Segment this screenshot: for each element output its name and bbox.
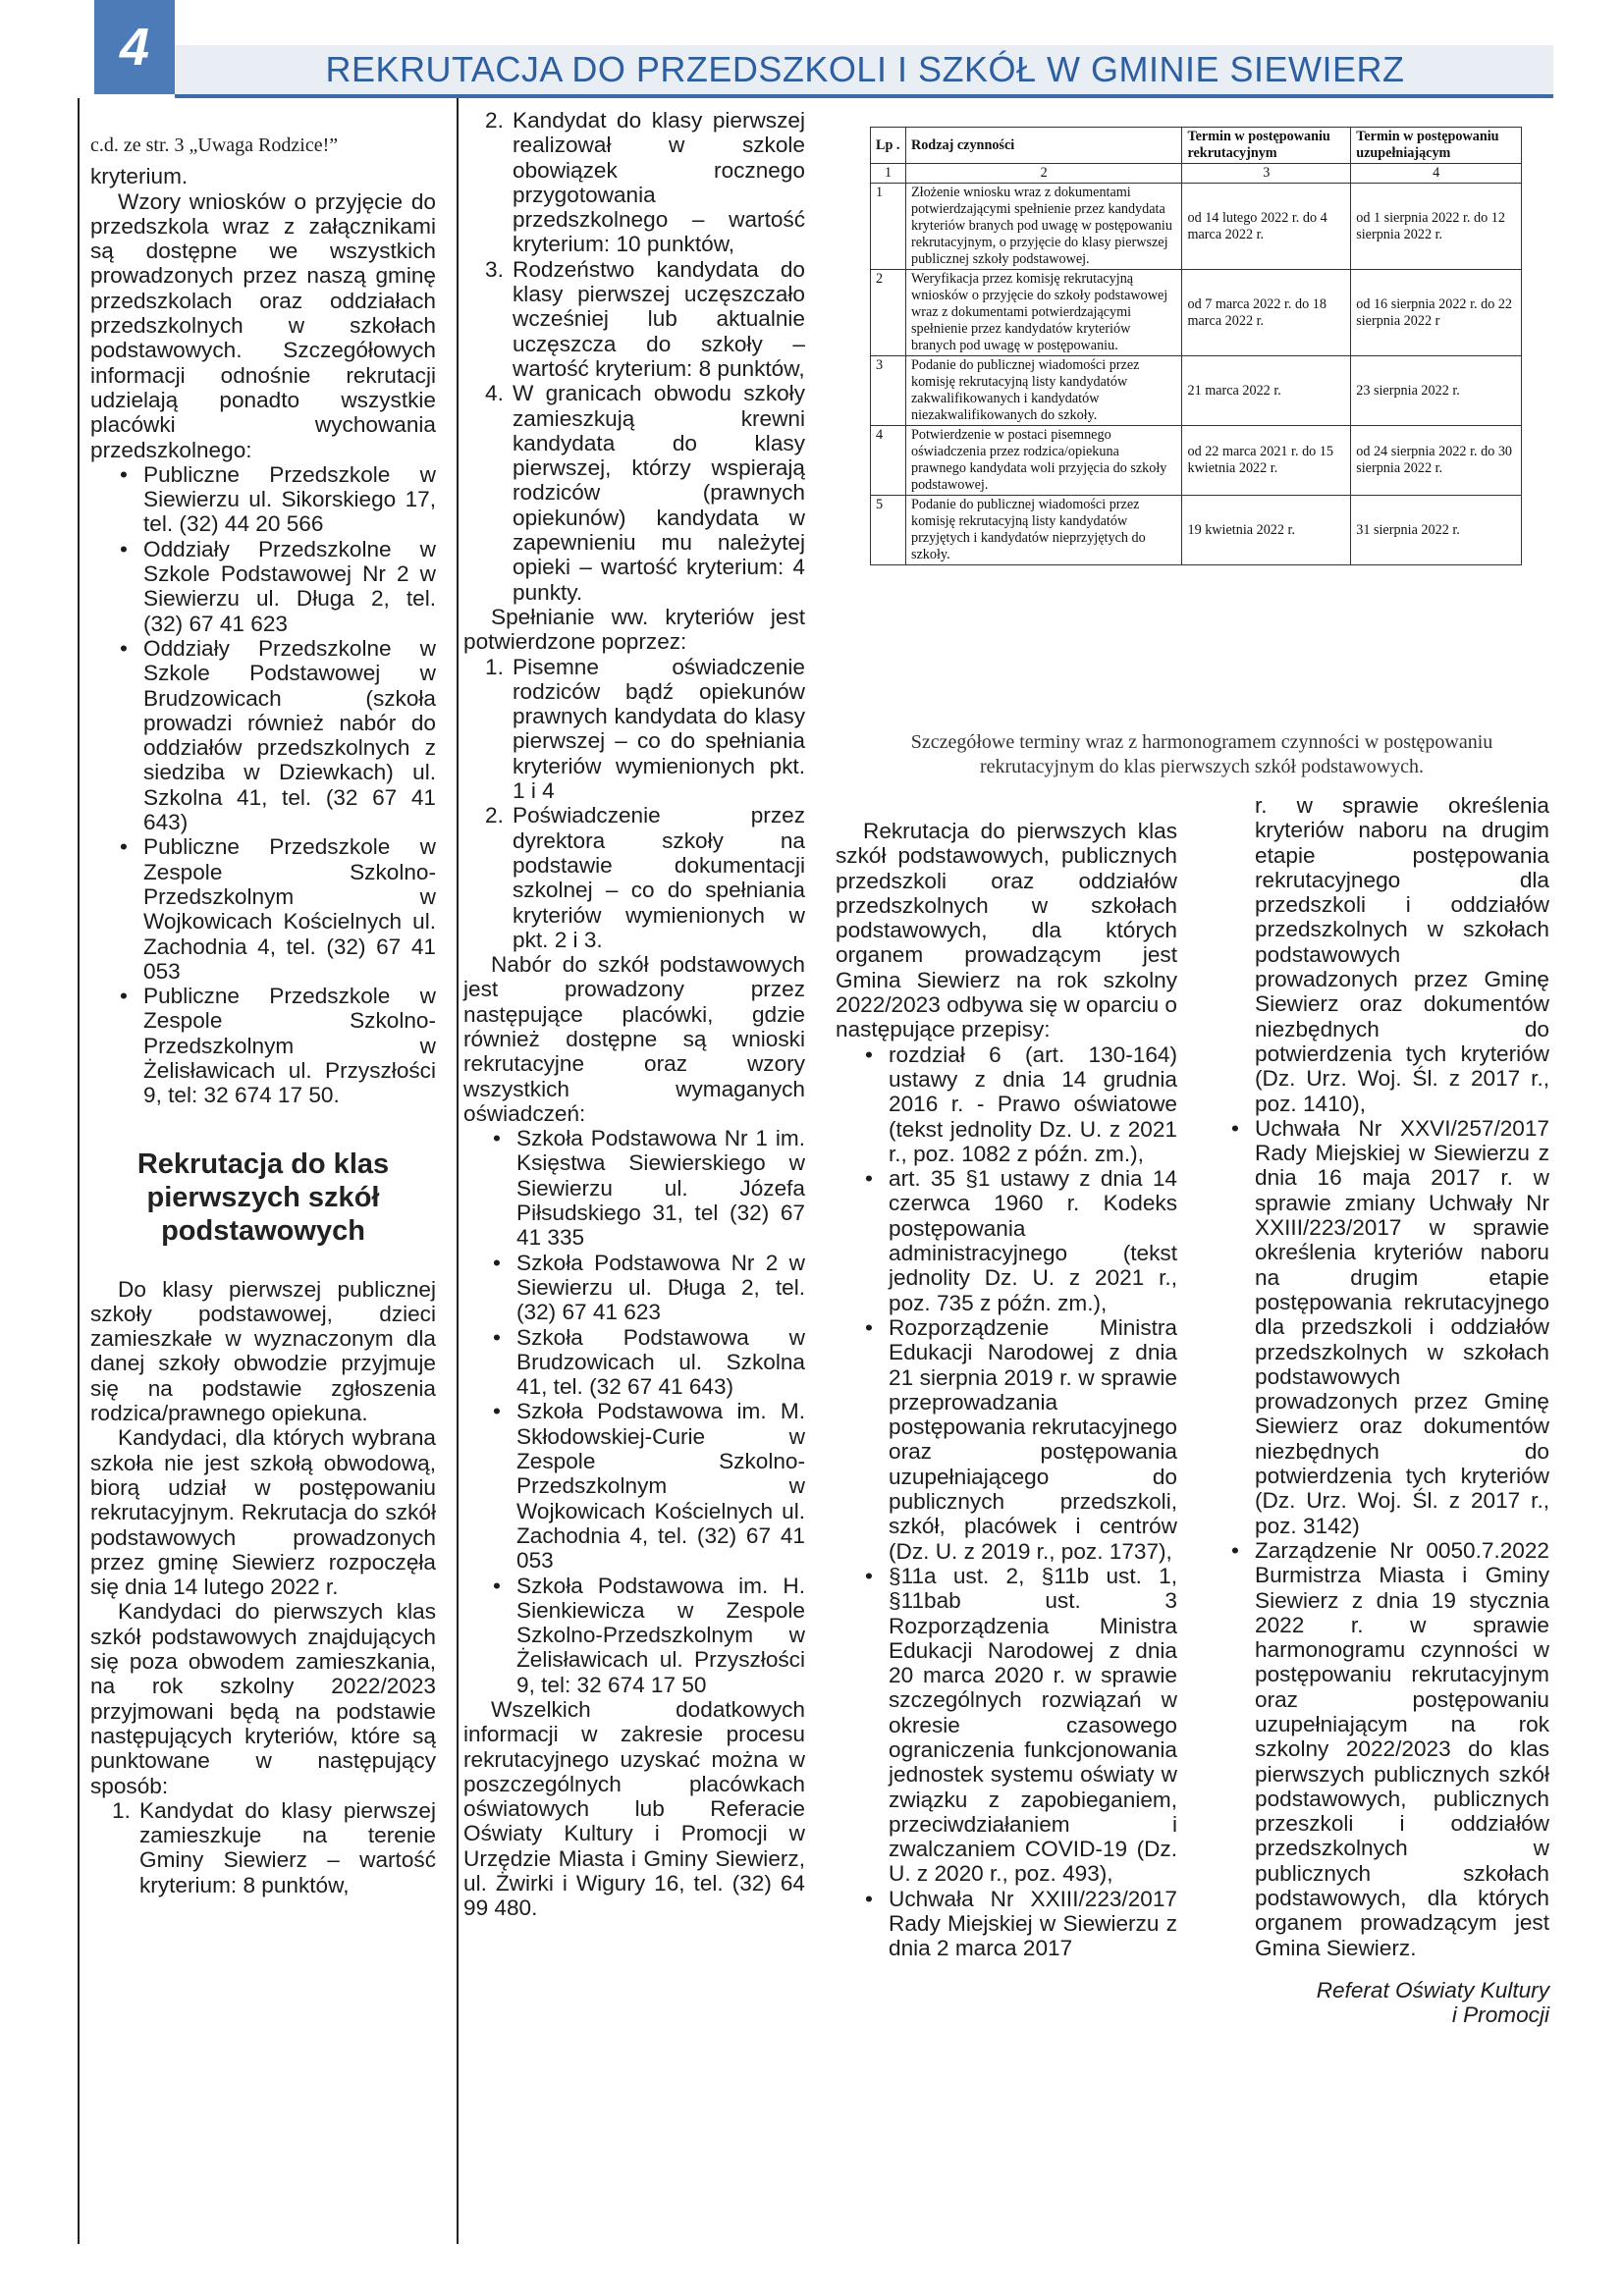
confirmation-list <box>463 655 805 953</box>
table-index-row <box>871 164 1522 184</box>
table-row <box>871 356 1522 426</box>
column-3 <box>836 819 1177 1961</box>
list-item: • Szkoła Podstawowa im. M. Skłodowskiej-Curie w Zespole Szkolno-Przedszkolnym w Wojkowicach Kościelnych ul. Zachodnia 4, tel. (32) 67 41 053 <box>516 1399 805 1573</box>
table-cell: od 16 sierpnia 2022 r. do 22 sierpnia 2022 r <box>1351 270 1522 356</box>
table-cell: 1 <box>871 164 906 184</box>
table-cell: 4 <box>1351 164 1522 184</box>
paragraph: Wzory wniosków o przyjęcie do przedszkola wraz z załącznikami są dostępne we wszystkich prowadzonych przez naszą gminę przedszkolach oraz oddziałach przedszkolnych w szkołach podstawowych. Szczegółowych informacji odnośnie rekrutacji udzielają ponadto wszystkie placówki wychowania przedszkolnego: <box>90 188 436 462</box>
section-heading: Rekrutacja do klas pierwszych szkół podstawowych <box>136 1148 390 1247</box>
signature-line: Referat Oświaty Kultury <box>1316 1977 1549 2002</box>
table-cell: 19 kwietnia 2022 r. <box>1182 496 1351 565</box>
table-header-cell: Lp . <box>871 128 906 164</box>
table-row <box>871 426 1522 496</box>
table-row <box>871 270 1522 356</box>
list-item: • Publiczne Przedszkole w Zespole Szkolno-Przedszkolnym w Żelisławicach ul. Przyszłości 9, tel: 32 674 17 50. <box>143 984 436 1107</box>
paragraph: Spełnianie ww. kryteriów jest potwierdzone poprzez: <box>463 604 805 655</box>
list-text: Kandydat do klasy pierwszej zamieszkuje na terenie Gminy Siewierz – wartość kryterium: 8 punktów, <box>139 1797 436 1897</box>
signature-line: i Promocji <box>1451 2002 1549 2028</box>
table-cell: 3 <box>871 356 906 426</box>
table-cell: 1 <box>871 184 906 270</box>
regulation-list <box>1227 1116 1549 1960</box>
table-cell: 21 marca 2022 r. <box>1182 356 1351 426</box>
list-item <box>485 108 805 257</box>
list-number: 3. <box>485 256 504 282</box>
table-header-cell: Rodzaj czynności <box>905 128 1182 164</box>
list-text: Kandydat do klasy pierwszej realizował w szkole obowiązek rocznego przygotowania przedszkolnego – wartość kryterium: 10 punktów, <box>513 108 805 257</box>
criteria-list-continued <box>463 108 805 605</box>
table-cell: od 22 marca 2021 r. do 15 kwietnia 2022 r. <box>1182 426 1351 496</box>
continuation-note: c.d. ze str. 3 „Uwaga Rodzice!” <box>90 134 339 156</box>
list-item: • Publiczne Przedszkole w Siewierzu ul. Sikorskiego 17, tel. (32) 44 20 566 <box>143 462 436 537</box>
list-item: • Oddziały Przedszkolne w Szkole Podstawowej Nr 2 w Siewierzu ul. Długa 2, tel. (32) 67 41 623 <box>143 537 436 636</box>
list-item: • Szkoła Podstawowa Nr 1 im. Księstwa Siewierskiego w Siewierzu ul. Józefa Piłsudskiego 31, tel (32) 67 41 335 <box>516 1126 805 1250</box>
column-4 <box>1227 793 1549 2028</box>
column-rule-left <box>78 98 80 2244</box>
table-header-row <box>871 128 1522 164</box>
table-cell: 4 <box>871 426 906 496</box>
criteria-list <box>90 1798 436 1897</box>
paragraph: Kandydaci do pierwszych klas szkół podstawowych znajdujących się poza obwodem zamieszkania, na rok szkolny 2022/2023 przyjmowani będą na podstawie następujących kryteriów, które są punktowane w następujący sposób: <box>90 1599 436 1798</box>
list-number: 2. <box>485 108 504 133</box>
list-item <box>112 1797 436 1897</box>
table-row <box>871 184 1522 270</box>
list-item <box>485 803 805 952</box>
paragraph: Rekrutacja do pierwszych klas szkół podstawowych, publicznych przedszkoli oraz oddziałów przedszkolnych w szkołach podstawowych, dla których organem prowadzącym jest Gmina Siewierz na rok szkolny 2022/2023 odbywa się w oparciu o następujące przepisy: <box>836 819 1177 1042</box>
list-item: • Zarządzenie Nr 0050.7.2022 Burmistrza Miasta i Gminy Siewierz z dnia 19 stycznia 2022 r. w sprawie harmonogramu czynności w postępowaniu rekrutacyjnym oraz postępowaniu uzupełniającym na rok szkolny 2022/2023 do klas pierwszych publicznych szkół podstawowych, publicznych przeszkoli i oddziałów przedszkolnych w publicznych szkołach podstawowych, dla których organem prowadzącym jest Gmina Siewierz. <box>1255 1538 1549 1960</box>
table-row <box>871 496 1522 565</box>
list-number: 1. <box>485 654 504 679</box>
list-item: • Oddziały Przedszkolne w Szkole Podstawowej w Brudzowicach (szkoła prowadzi również nabór do oddziałów przedszkolnych z siedziba w Dziewkach) ul. Szkolna 41, tel. (32 67 41 643) <box>143 636 436 834</box>
paragraph: Nabór do szkół podstawowych jest prowadzony przez następujące placówki, gdzie również dostępne są wnioski rekrutacyjne oraz wzory wszystkich wymaganych oświadczeń: <box>463 952 805 1126</box>
table-cell: od 7 marca 2022 r. do 18 marca 2022 r. <box>1182 270 1351 356</box>
table-cell: Potwierdzenie w postaci pisemnego oświadczenia przez rodzica/opiekuna prawnego kandydata woli przyjęcia do szkoły podstawowej. <box>905 426 1182 496</box>
page-number: 4 <box>94 0 175 94</box>
table-cell: Weryfikacja przez komisję rekrutacyjną wniosków o przyjęcie do szkoły podstawowej wraz z dokumentami potwierdzającymi spełnienie przez kandydatów kryteriów branych pod uwagę w postępowaniu. <box>905 270 1182 356</box>
list-number: 2. <box>485 803 504 828</box>
list-item: • Publiczne Przedszkole w Zespole Szkolno-Przedszkolnym w Wojkowicach Kościelnych ul. Zachodnia 4, tel. (32) 67 41 053 <box>143 834 436 984</box>
list-item <box>485 256 805 381</box>
list-item <box>485 654 805 804</box>
list-number: 4. <box>485 381 504 406</box>
column-rule-middle <box>457 98 459 2244</box>
table-cell: 31 sierpnia 2022 r. <box>1351 496 1522 565</box>
list-item: • rozdział 6 (art. 130-164) ustawy z dnia 14 grudnia 2016 r. - Prawo oświatowe (tekst jednolity Dz. U. z 2021 r., poz. 1082 z późn. zm.), <box>889 1042 1177 1166</box>
table-cell: od 1 sierpnia 2022 r. do 12 sierpnia 2022 r. <box>1351 184 1522 270</box>
paragraph: r. w sprawie określenia kryteriów naboru na drugim etapie postępowania rekrutacyjnego dla przedszkoli i oddziałów przedszkolnych w szkołach podstawowych prowadzonych przez Gminę Siewierz oraz dokumentów niezbędnych do potwierdzenia tych kryteriów (Dz. Urz. Woj. Śl. z 2017 r., poz. 1410), <box>1255 793 1549 1116</box>
table-header-cell: Termin w postępowaniu rekrutacyjnym <box>1182 128 1351 164</box>
list-text: Poświadczenie przez dyrektora szkoły na podstawie dokumentacji szkolnej – co do spełniania kryteriów wymienionych w pkt. 2 i 3. <box>513 803 805 952</box>
column-1 <box>90 133 436 1897</box>
column-2 <box>463 108 805 1921</box>
list-text: Pisemne oświadczenie rodziców bądź opiekunów prawnych kandydata do klasy pierwszej – co do spełniania kryteriów wymienionych pkt. 1 i 4 <box>513 654 805 804</box>
list-item: • Uchwała Nr XXVI/257/2017 Rady Miejskiej w Siewierzu z dnia 16 maja 2017 r. w sprawie zmiany Uchwały Nr XXIII/223/2017 w sprawie określenia kryteriów naboru na drugim etapie postępowania rekrutacyjnego dla przedszkoli i oddziałów przedszkolnych w szkołach podstawowych prowadzonych przez Gminę Siewierz oraz dokumentów niezbędnych do potwierdzenia tych kryteriów (Dz. Urz. Woj. Śl. z 2017 r., poz. 3142) <box>1255 1116 1549 1538</box>
paragraph: kryterium. <box>90 164 189 189</box>
table-cell: Złożenie wniosku wraz z dokumentami potwierdzającymi spełnienie przez kandydata kryteriów branych pod uwagę w postępowaniu rekrutacyjnym, o przyjęcie do klasy pierwszej publicznej szkoły podstawowej. <box>905 184 1182 270</box>
table-cell: od 24 sierpnia 2022 r. do 30 sierpnia 2022 r. <box>1351 426 1522 496</box>
paragraph: Wszelkich dodatkowych informacji w zakresie procesu rekrutacyjnego uzyskać można w poszczególnych placówkach oświatowych lub Referacie Oświaty Kultury i Promocji w Urzędzie Miasta i Gminy Siewierz, ul. Żwirki i Wigury 16, tel. (32) 64 99 480. <box>463 1697 805 1921</box>
list-item: • Rozporządzenie Ministra Edukacji Narodowej z dnia 21 sierpnia 2019 r. w sprawie przeprowadzania postępowania rekrutacyjnego oraz postępowania uzupełniającego do publicznych przedszkoli, szkół, placówek i centrów (Dz. U. z 2019 r., poz. 1737), <box>889 1315 1177 1564</box>
table-cell: od 14 lutego 2022 r. do 4 marca 2022 r. <box>1182 184 1351 270</box>
list-item: • Szkoła Podstawowa Nr 2 w Siewierzu ul. Długa 2, tel. (32) 67 41 623 <box>516 1251 805 1325</box>
header-title: REKRUTACJA DO PRZEDSZKOLI I SZKÓŁ W GMINIE SIEWIERZ <box>325 49 1405 89</box>
list-number: 1. <box>112 1797 131 1823</box>
table-cell: 23 sierpnia 2022 r. <box>1351 356 1522 426</box>
table-cell: 2 <box>871 270 906 356</box>
table-header-cell: Termin w postępowaniu uzupełniającym <box>1351 128 1522 164</box>
paragraph: Kandydaci, dla których wybrana szkoła nie jest szkołą obwodową, biorą udział w postępowaniu rekrutacyjnym. Rekrutacja do szkół podstawowych prowadzonych przez gminę Siewierz rozpoczęła się dnia 14 lutego 2022 r. <box>90 1425 436 1600</box>
list-item: • Uchwała Nr XXIII/223/2017 Rady Miejskiej w Siewierzu z dnia 2 marca 2017 <box>889 1887 1177 1961</box>
signature <box>1227 1978 1549 2028</box>
list-item: • art. 35 §1 ustawy z dnia 14 czerwca 1960 r. Kodeks postępowania administracyjnego (tekst jednolity Dz. U. z 2021 r., poz. 735 z późn. zm.), <box>889 1166 1177 1315</box>
table-cell: 5 <box>871 496 906 565</box>
table-cell: Podanie do publicznej wiadomości przez komisję rekrutacyjną listy kandydatów przyjętych i kandydatów nieprzyjętych do szkoły. <box>905 496 1182 565</box>
list-item: • Szkoła Podstawowa im. H. Sienkiewicza w Zespole Szkolno-Przedszkolnym w Żelisławicach ul. Przyszłości 9, tel: 32 674 17 50 <box>516 1574 805 1697</box>
table-cell: Podanie do publicznej wiadomości przez komisję rekrutacyjną listy kandydatów zakwalifikowanych i kandydatów niezakwalifikowanych do szkoły. <box>905 356 1182 426</box>
list-item: • Szkoła Podstawowa w Brudzowicach ul. Szkolna 41, tel. (32 67 41 643) <box>516 1325 805 1400</box>
schedule-table <box>870 127 1522 565</box>
table-cell: 3 <box>1182 164 1351 184</box>
paragraph: Do klasy pierwszej publicznej szkoły podstawowej, dzieci zamieszkałe w wyznaczonym dla danej szkoły obwodzie przyjmuje się na podstawie zgłoszenia rodzica/prawnego opiekuna. <box>90 1276 436 1426</box>
list-text: Rodzeństwo kandydata do klasy pierwszej uczęszczało wcześniej lub aktualnie uczęszcza do szkoły – wartość kryterium: 8 punktów, <box>513 256 805 381</box>
facility-list <box>90 462 436 1108</box>
list-item <box>485 381 805 605</box>
list-text: W granicach obwodu szkoły zamieszkują krewni kandydata do klasy pierwszej, którzy wspierają rodziców (prawnych opiekunów) kandydata w zapewnieniu mu należytej opieki – wartość kryterium: 4 punkty. <box>513 381 805 605</box>
table-caption: Szczegółowe terminy wraz z harmonogramem czynności w postępowaniu rekrutacyjnym do klas pierwszych szkół podstawowych. <box>910 731 1493 777</box>
school-list <box>463 1126 805 1697</box>
table-cell: 2 <box>905 164 1182 184</box>
list-item: • §11a ust. 2, §11b ust. 1, §11bab ust. 3 Rozporządzenia Ministra Edukacji Narodowej z dnia 20 marca 2020 r. w sprawie szczególnych rozwiązań w okresie czasowego ograniczenia funkcjonowania jednostek systemu oświaty w związku z zapobieganiem, przeciwdziałaniem i zwalczaniem COVID-19 (Dz. U. z 2020 r., poz. 493), <box>889 1564 1177 1887</box>
regulation-list <box>836 1042 1177 1961</box>
